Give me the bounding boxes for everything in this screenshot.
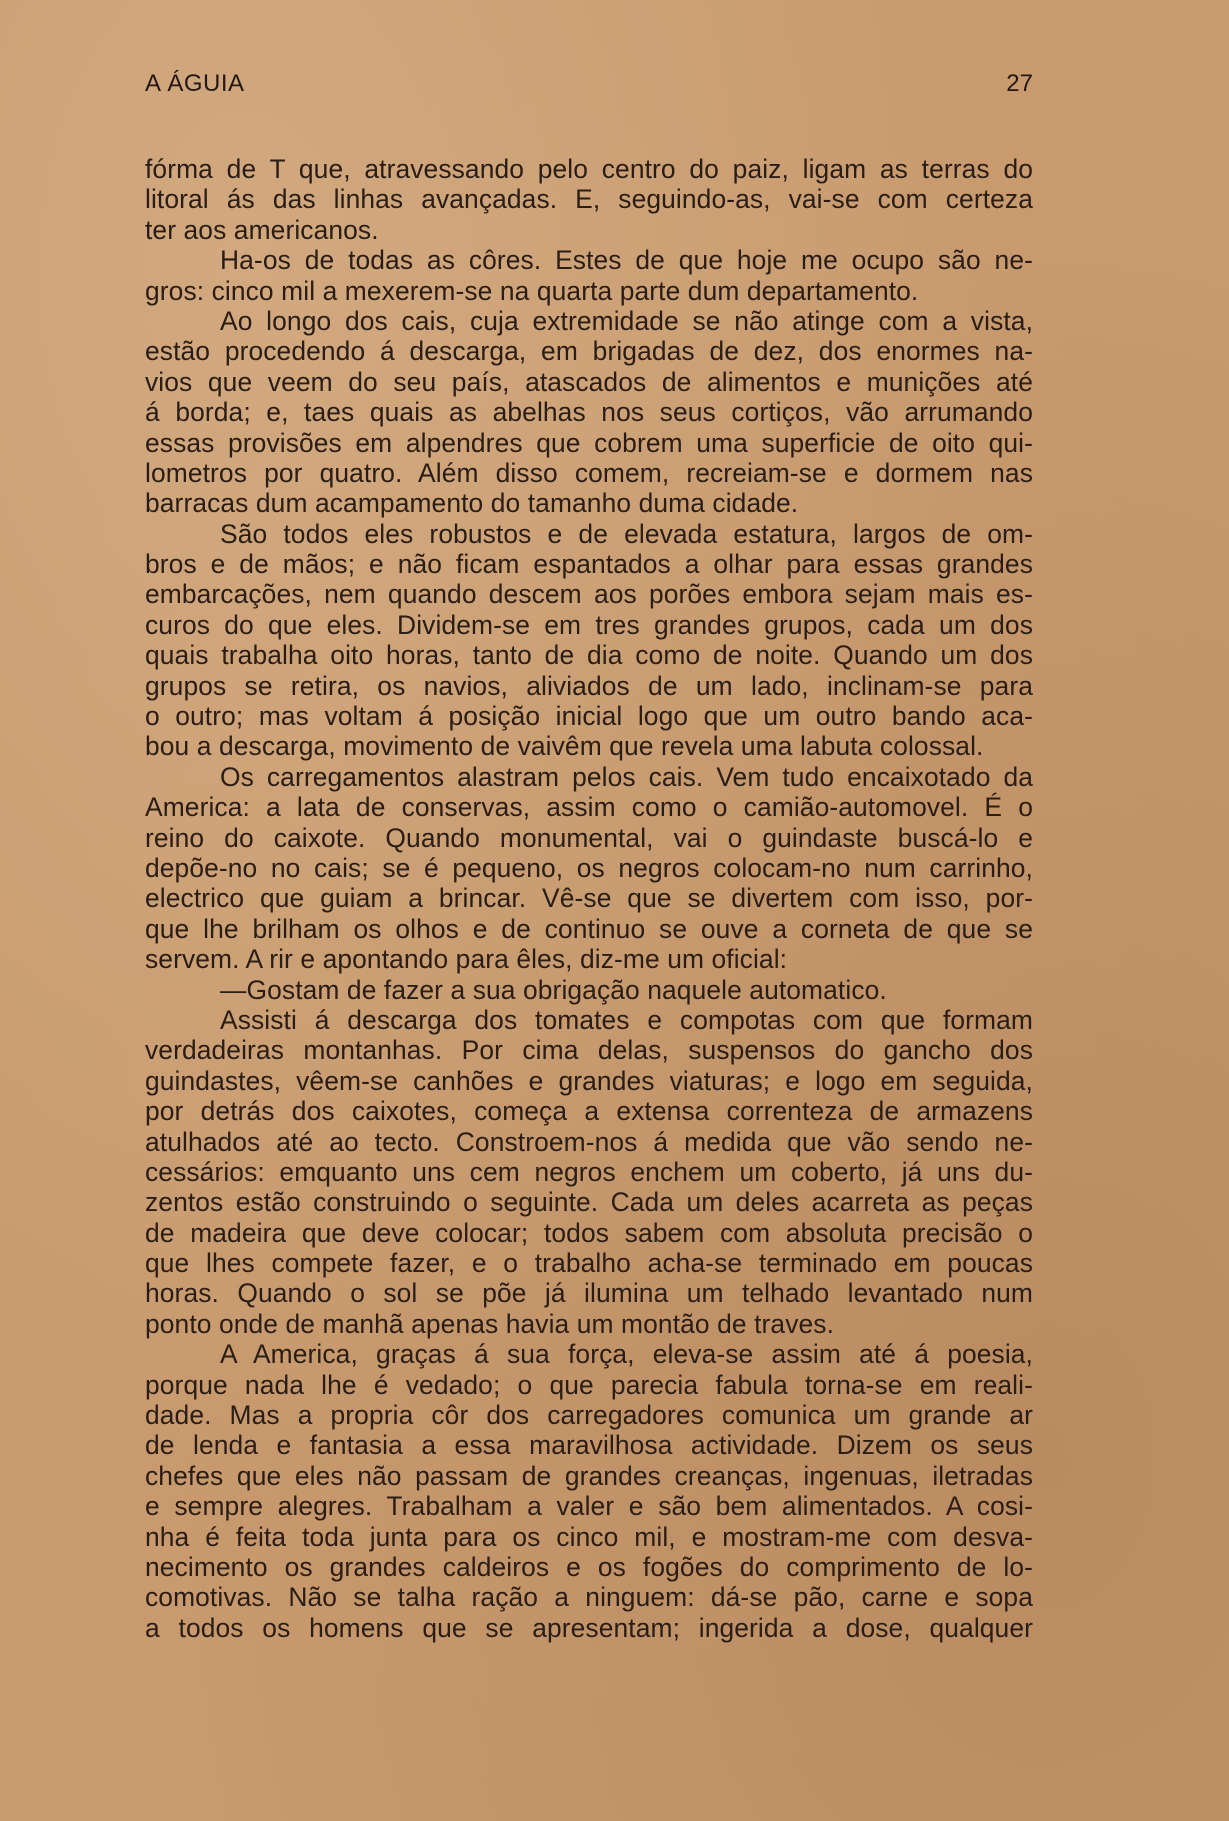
text-line: depõe-no no cais; se é pequeno, os negros colocam-no num carrinho, xyxy=(145,852,1033,883)
text-line: A America, graças á sua força, eleva-se assim até á poesia, xyxy=(220,1339,1033,1370)
text-line: verdadeiras montanhas. Por cima delas, suspensos do gancho dos xyxy=(145,1035,1033,1066)
text-line: embarcações, nem quando descem aos porões embora sejam mais es- xyxy=(145,579,1033,610)
text-line: necimento os grandes caldeiros e os fogões do comprimento de lo- xyxy=(145,1551,1033,1582)
text-line: comotivas. Não se talha ração a ninguem: dá-se pão, carne e sopa xyxy=(145,1582,1033,1613)
page-header xyxy=(145,70,1033,110)
text-line: atulhados até ao tecto. Constroem-nos á medida que vão sendo ne- xyxy=(145,1126,1033,1157)
text-line: —Gostam de fazer a sua obrigação naquele automatico. xyxy=(220,974,887,1005)
text-line: ponto onde de manhã apenas havia um montão de traves. xyxy=(145,1308,834,1339)
text-line: e sempre alegres. Trabalham a valer e são bem alimentados. A cosi- xyxy=(145,1491,1033,1522)
text-line: de madeira que deve colocar; todos sabem com absoluta precisão o xyxy=(145,1217,1033,1248)
text-line: que lhe brilham os olhos e de continuo se ouve a corneta de que se xyxy=(145,913,1033,944)
text-line: zentos estão construindo o seguinte. Cada um deles acarreta as peças xyxy=(145,1187,1033,1218)
text-line: lometros por quatro. Além disso comem, recreiam-se e dormem nas xyxy=(145,457,1033,488)
text-line: dade. Mas a propria côr dos carregadores comunica um grande ar xyxy=(145,1400,1033,1431)
text-line: gros: cinco mil a mexerem-se na quarta parte dum departamento. xyxy=(145,275,919,306)
running-head: A ÁGUIA xyxy=(145,70,245,97)
text-line: o outro; mas voltam á posição inicial logo que um outro bando aca- xyxy=(145,701,1033,732)
text-line: litoral ás das linhas avançadas. E, seguindo-as, vai-se com certeza xyxy=(145,184,1033,215)
text-line: por detrás dos caixotes, começa a extensa correnteza de armazens xyxy=(145,1096,1033,1127)
text-line: guindastes, vêem-se canhões e grandes viaturas; e logo em seguida, xyxy=(145,1065,1033,1096)
text-line: bros e de mãos; e não ficam espantados a olhar para essas grandes xyxy=(145,549,1033,580)
text-line: chefes que eles não passam de grandes creanças, ingenuas, iletradas xyxy=(145,1460,1033,1491)
text-line: de lenda e fantasia a essa maravilhosa actividade. Dizem os seus xyxy=(145,1430,1033,1461)
text-line: fórma de T que, atravessando pelo centro do paiz, ligam as terras do xyxy=(145,154,1033,184)
text-line: Ao longo dos cais, cuja extremidade se não atinge com a vista, xyxy=(220,305,1033,336)
text-line: Ha-os de todas as côres. Estes de que hoje me ocupo são ne- xyxy=(220,245,1033,276)
text-line: São todos eles robustos e de elevada estatura, largos de om- xyxy=(220,518,1033,549)
text-line: vios que veem do seu país, atascados de alimentos e munições até xyxy=(145,366,1033,397)
text-line: curos do que eles. Dividem-se em tres grandes grupos, cada um dos xyxy=(145,609,1033,640)
text-line: estão procedendo á descarga, em brigadas de dez, dos enormes na- xyxy=(145,336,1033,367)
text-line: Os carregamentos alastram pelos cais. Vem tudo encaixotado da xyxy=(220,761,1033,792)
text-line: essas provisões em alpendres que cobrem uma superficie de oito qui- xyxy=(145,427,1033,458)
text-line: nha é feita toda junta para os cinco mil, e mostram-me com desva- xyxy=(145,1521,1033,1552)
text-line: bou a descarga, movimento de vaivêm que revela uma labuta colossal. xyxy=(145,731,984,762)
text-line: servem. A rir e apontando para êles, diz-me um oficial: xyxy=(145,944,788,975)
text-line: America: a lata de conservas, assim como o camião-automovel. É o xyxy=(145,792,1033,823)
text-line: que lhes compete fazer, e o trabalho acha-se terminado em poucas xyxy=(145,1248,1033,1279)
text-line: ter aos americanos. xyxy=(145,214,379,245)
page-number: 27 xyxy=(1006,70,1033,97)
text-line: cessários: emquanto uns cem negros enchem um coberto, já uns du- xyxy=(145,1156,1033,1187)
text-line: horas. Quando o sol se põe já ilumina um telhado levantado num xyxy=(145,1278,1033,1309)
text-line: quais trabalha oito horas, tanto de dia como de noite. Quando um dos xyxy=(145,640,1033,671)
text-line: á borda; e, taes quais as abelhas nos seus cortiços, vão arrumando xyxy=(145,397,1033,428)
text-line: reino do caixote. Quando monumental, vai o guindaste buscá-lo e xyxy=(145,822,1033,853)
text-line: electrico que guiam a brincar. Vê-se que se divertem com isso, por- xyxy=(145,883,1033,914)
text-line: a todos os homens que se apresentam; ingerida a dose, qualquer xyxy=(145,1612,1033,1643)
text-line: porque nada lhe é vedado; o que parecia fabula torna-se em reali- xyxy=(145,1369,1033,1400)
body-text xyxy=(145,154,1033,1643)
text-line: Assisti á descarga dos tomates e compotas com que formam xyxy=(220,1004,1033,1035)
text-line: grupos se retira, os navios, aliviados de um lado, inclinam-se para xyxy=(145,670,1033,701)
text-line: barracas dum acampamento do tamanho duma cidade. xyxy=(145,488,799,519)
